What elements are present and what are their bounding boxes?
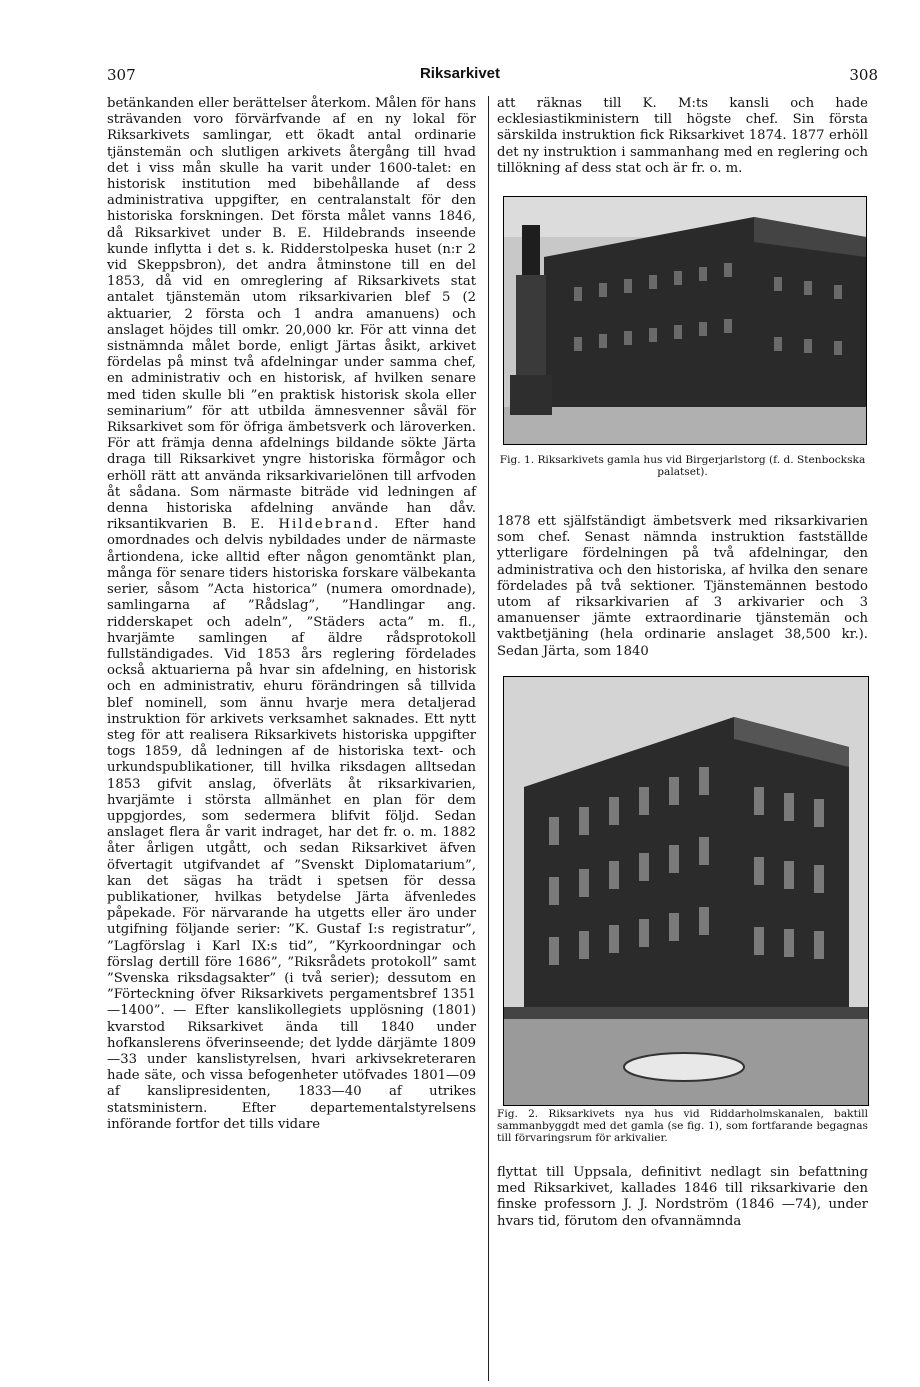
right-column-paragraph-3: flyttat till Uppsala, definitivt nedlagt sin befattning med Riksarkivet, kallades 1846 till riksarkivarie den finske professorn J. J. Nordström (1846 —74), under hvars tid, förutom den ofvannämnda <box>497 1165 868 1229</box>
column-divider <box>488 96 489 1381</box>
running-title: Riksarkivet <box>419 65 501 82</box>
new-archive-building-image <box>504 677 868 1105</box>
letterspaced-name: Hildebrand. <box>278 517 381 533</box>
figure-2-caption: Fig. 2. Riksarkivets nya hus vid Riddarholmskanalen, baktill sammanbyggdt med det gamla (se fig. 1), som fortfarande begagnas till förvaringsrum för arkivalier. <box>497 1108 868 1144</box>
page-number-left: 307 <box>107 66 136 84</box>
figure-2-photo <box>503 676 869 1106</box>
old-archive-building-image <box>504 197 866 444</box>
left-column <box>107 96 476 1133</box>
left-column-text-a: betänkanden eller berättelser återkom. Målen för hans strävanden voro förvärfvande af en ny lokal för Riksarkivets samlingar, ett ökadt antal ordinarie tjänstemän och slutligen arkivets återgång till hvad det i viss mån skulle ha varit under 1600-talet: en historisk institution med bibehållande af dess administrativa uppgifter, en centralanstalt för den historiska forskningen. Det första målet vanns 1846, då Riksarkivet under B. E. Hildebrands inseende kunde inflytta i det s. k. Ridderstolpeska huset (n:r 2 vid Skeppsbron), det andra åtminstone till en del 1853, då vid en omreglering af Riksarkivets stat antalet tjänstemän utom riksarkivarien blef 5 (2 aktuarier, 2 första och 1 andra amanuens) och anslaget höjdes till omkr. 20,000 kr. För att vinna det sistnämnda målet borde, enligt Järtas åsikt, arkivet fördelas på minst två afdelningar under samma chef, en administrativ och en historisk, af hvilken senare med tiden skulle bli ”en praktisk historisk skola eller seminarium” för att utbilda ämnesvenner såväl för Riksarkivet som för öfriga ämbetsverk och läroverken. För att främja denna afdelnings bildande sökte Järta draga till Riksarkivet yngre historiska förmågor och erhöll rätt att använda riksarkivarielönen till arfvoden åt sådana. Som närmaste biträde vid ledningen af denna historiska afdelning använde han dåv. riksantikvarien B. E. <box>107 96 476 533</box>
right-column-paragraph-2: 1878 ett själfständigt ämbetsverk med riksarkivarien som chef. Senast nämnda instruktion fastställde ytterligare fördelningen på två afdelningar, den administrativa och den historiska, af hvilka den senare fördelades på två sektioner. Tjänstemännen bestodo utom af riksarkivarien af 3 arkivarier och 3 amanuenser jämte extraordinarie tjänstemän och vaktbetjäning (hela ordinarie anslaget 38,500 kr.). Sedan Järta, som 1840 <box>497 514 868 659</box>
left-column-text-b: Efter hand omordnades och delvis nybildades under de närmaste årtiondena, icke alltid efter någon genomtänkt plan, många för senare tiders historiska forskare välbekanta serier, såsom ”Acta historica” (numera omordnade), samlingarna af ”Rådslag”, ”Handlingar ang. ridderskapet och adeln”, ”Städers acta” m. fl., hvarjämte samlingen af äldre rådsprotokoll fullständigades. Vid 1853 års reglering fördelades också aktuarierna på hvar sin afdelning, en historisk och en administrativ, ehuru förändringen så tillvida blef nominell, som ännu hvarje mera detaljerad instruktion för arkivets verksamhet saknades. Ett nytt steg för att realisera Riksarkivets historiska uppgifter togs 1859, då ledningen af de historiska text- och urkundspublikationer, till hvilka riksdagen alltsedan 1853 gifvit anslag, öfverläts åt riksarkivarien, hvarjämte i största allmänhet en plan för dem uppgjordes, som sedermera blifvit följd. Sedan anslaget flera år varit indraget, har det fr. o. m. 1882 åter årligen utgått, och sedan Riksarkivet äfven öfvertagit utgifvandet af ”Svenskt Diplomatarium”, kan det sägas ha trädt i spetsen för dessa publikationer, hvilkas betydelse Järta äfvenledes påpekade. För närvarande ha utgetts eller äro under utgifning följande serier: ”K. Gustaf I:s registratur”, ”Lagförslag i Karl IX:s tid”, ”Kyrkoordningar och förslag dertill före 1686”, ”Riksrådets protokoll” samt ”Svenska riksdagsakter” (i två serier); dessutom en ”Förteckning öfver Riksarkivets pergamentsbref 1351—1400”. — Efter kanslikollegiets upplösning (1801) kvarstod Riksarkivet ända till 1840 under hofkanslerens öfverinseende; det lydde därjämte 1809—33 under kanslistyrelsen, hvari arkivsekreteraren hade säte, och vissa befogenheter utöfvades 1801—09 af kanslipresidenten, 1833—40 af utrikes statsministern. Efter departementalstyrelsens införande fortfor det tills vidare <box>107 517 476 1132</box>
figure-1-photo <box>503 196 867 445</box>
right-column-paragraph-1: att räknas till K. M:ts kansli och hade ecklesiastikministern till högste chef. Sin första särskilda instruktion fick Riksarkivet 1874. 1877 erhöll det ny instruktion i sammanhang med en reglering och tillökning af dess stat och är fr. o. m. <box>497 96 868 176</box>
page-number-right: 308 <box>849 66 878 84</box>
figure-1-caption: Fig. 1. Riksarkivets gamla hus vid Birgerjarlstorg (f. d. Stenbockska palatset). <box>499 454 866 478</box>
